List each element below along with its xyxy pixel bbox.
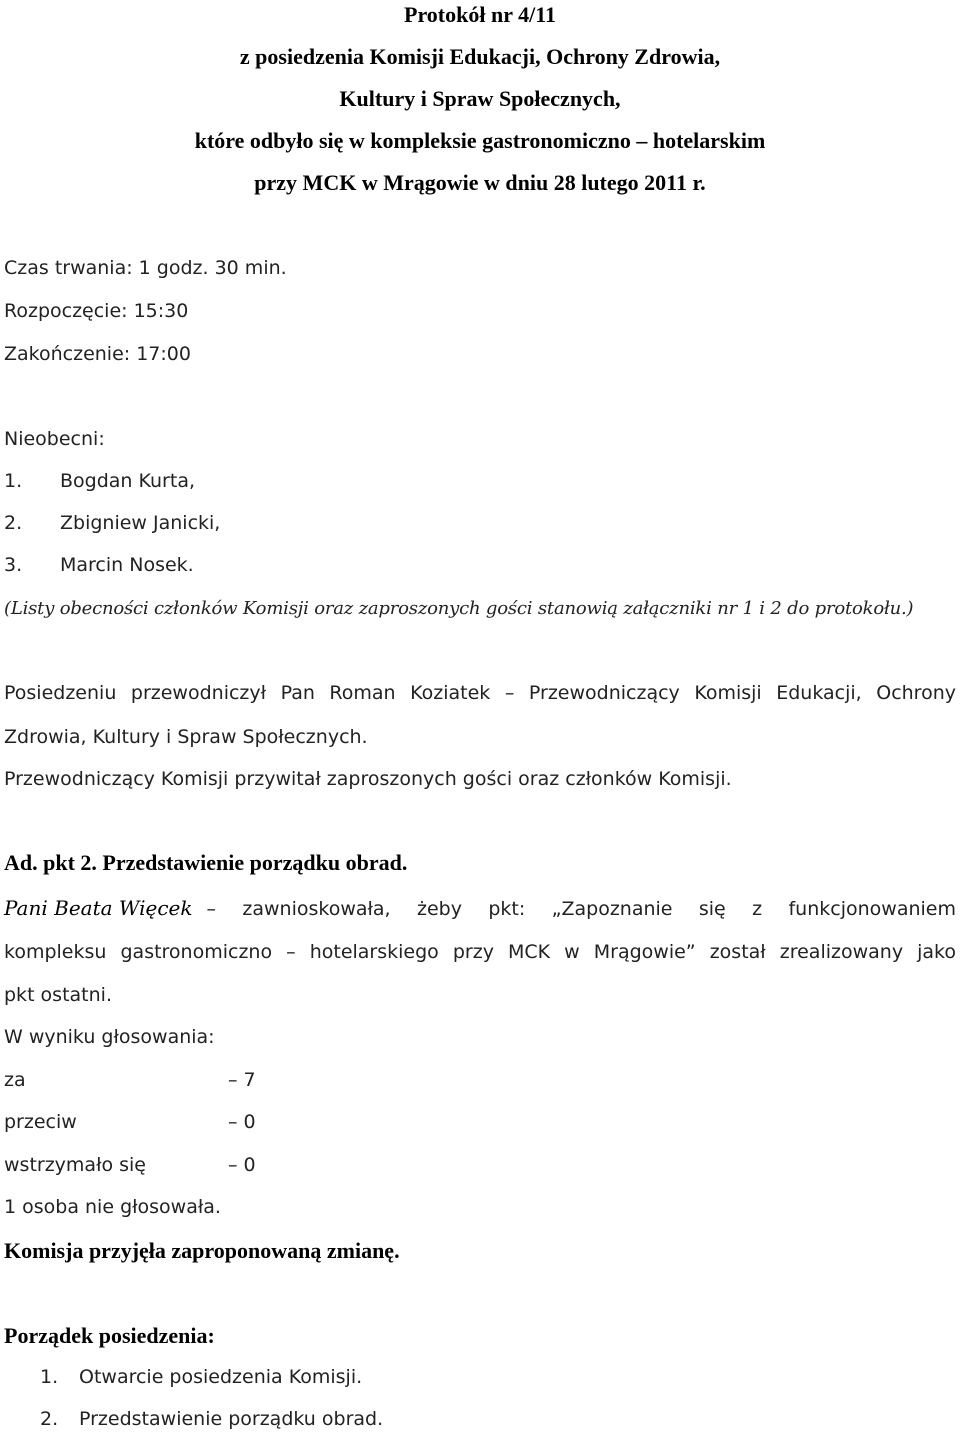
agenda-heading: Porządek posiedzenia: <box>4 1323 215 1348</box>
absent-item-name: Marcin Nosek. <box>60 554 194 576</box>
agenda-item-text: Przedstawienie porządku obrad. <box>79 1408 384 1430</box>
vote-row-value: – 7 <box>228 1069 256 1091</box>
protocol-title: Protokół nr 4/11 <box>404 2 556 27</box>
protocol-subtitle-line: które odbyło się w kompleksie gastronomiczno – hotelarskim <box>194 128 766 153</box>
absent-label: Nieobecni: <box>4 428 105 450</box>
abstain-note: 1 osoba nie głosowała. <box>4 1196 221 1218</box>
protocol-subtitle-line: przy MCK w Mrągowie w dniu 28 lutego 2011 r. <box>254 170 706 195</box>
vote-row-value: – 0 <box>228 1111 256 1133</box>
motion-text-line: kompleksu gastronomiczno – hotelarskiego przy MCK w Mrągowie” został zrealizowany jako <box>4 941 956 963</box>
absent-item-number: 3. <box>4 554 23 576</box>
vote-row-label: przeciw <box>4 1111 77 1133</box>
vote-result: Komisja przyjęła zaproponowaną zmianę. <box>4 1238 400 1263</box>
absent-item-name: Zbigniew Janicki, <box>60 512 221 534</box>
start-time-text: Rozpoczęcie: 15:30 <box>4 300 189 322</box>
protocol-subtitle-line: Kultury i Spraw Społecznych, <box>339 86 621 111</box>
protocol-subtitle-line: z posiedzenia Komisji Edukacji, Ochrony Zdrowia, <box>239 44 721 69</box>
motion-text: – zawnioskowała, żeby pkt: „Zapoznanie się z funkcjonowaniem <box>206 898 956 920</box>
agenda-item-number: 1. <box>40 1366 59 1388</box>
absent-item-name: Bogdan Kurta, <box>60 470 196 492</box>
chair-paragraph-line: Zdrowia, Kultury i Spraw Społecznych. <box>4 726 368 748</box>
duration-text: Czas trwania: 1 godz. 30 min. <box>4 257 287 279</box>
absent-item-number: 2. <box>4 512 23 534</box>
speaker-name: Pani Beata Więcek <box>4 896 193 920</box>
end-time-text: Zakończenie: 17:00 <box>4 343 191 365</box>
agenda-point-heading: Ad. pkt 2. Przedstawienie porządku obrad. <box>4 850 408 875</box>
agenda-item-number: 2. <box>40 1408 59 1430</box>
vote-label: W wyniku głosowania: <box>4 1026 215 1048</box>
welcome-sentence: Przewodniczący Komisji przywitał zaproszonych gości oraz członków Komisji. <box>4 768 732 790</box>
agenda-item-text: Otwarcie posiedzenia Komisji. <box>79 1366 363 1388</box>
vote-row-label: wstrzymało się <box>4 1154 146 1176</box>
motion-text-line: pkt ostatni. <box>4 984 112 1006</box>
vote-row-value: – 0 <box>228 1154 256 1176</box>
vote-row-label: za <box>4 1069 26 1091</box>
motion-line <box>4 896 956 920</box>
attendance-note: (Listy obecności członków Komisji oraz zaproszonych gości stanowią załączniki nr 1 i 2 do protokołu.) <box>4 598 914 619</box>
absent-item-number: 1. <box>4 470 23 492</box>
chair-paragraph-line: Posiedzeniu przewodniczył Pan Roman Koziatek – Przewodniczący Komisji Edukacji, Ochrony <box>4 682 956 704</box>
